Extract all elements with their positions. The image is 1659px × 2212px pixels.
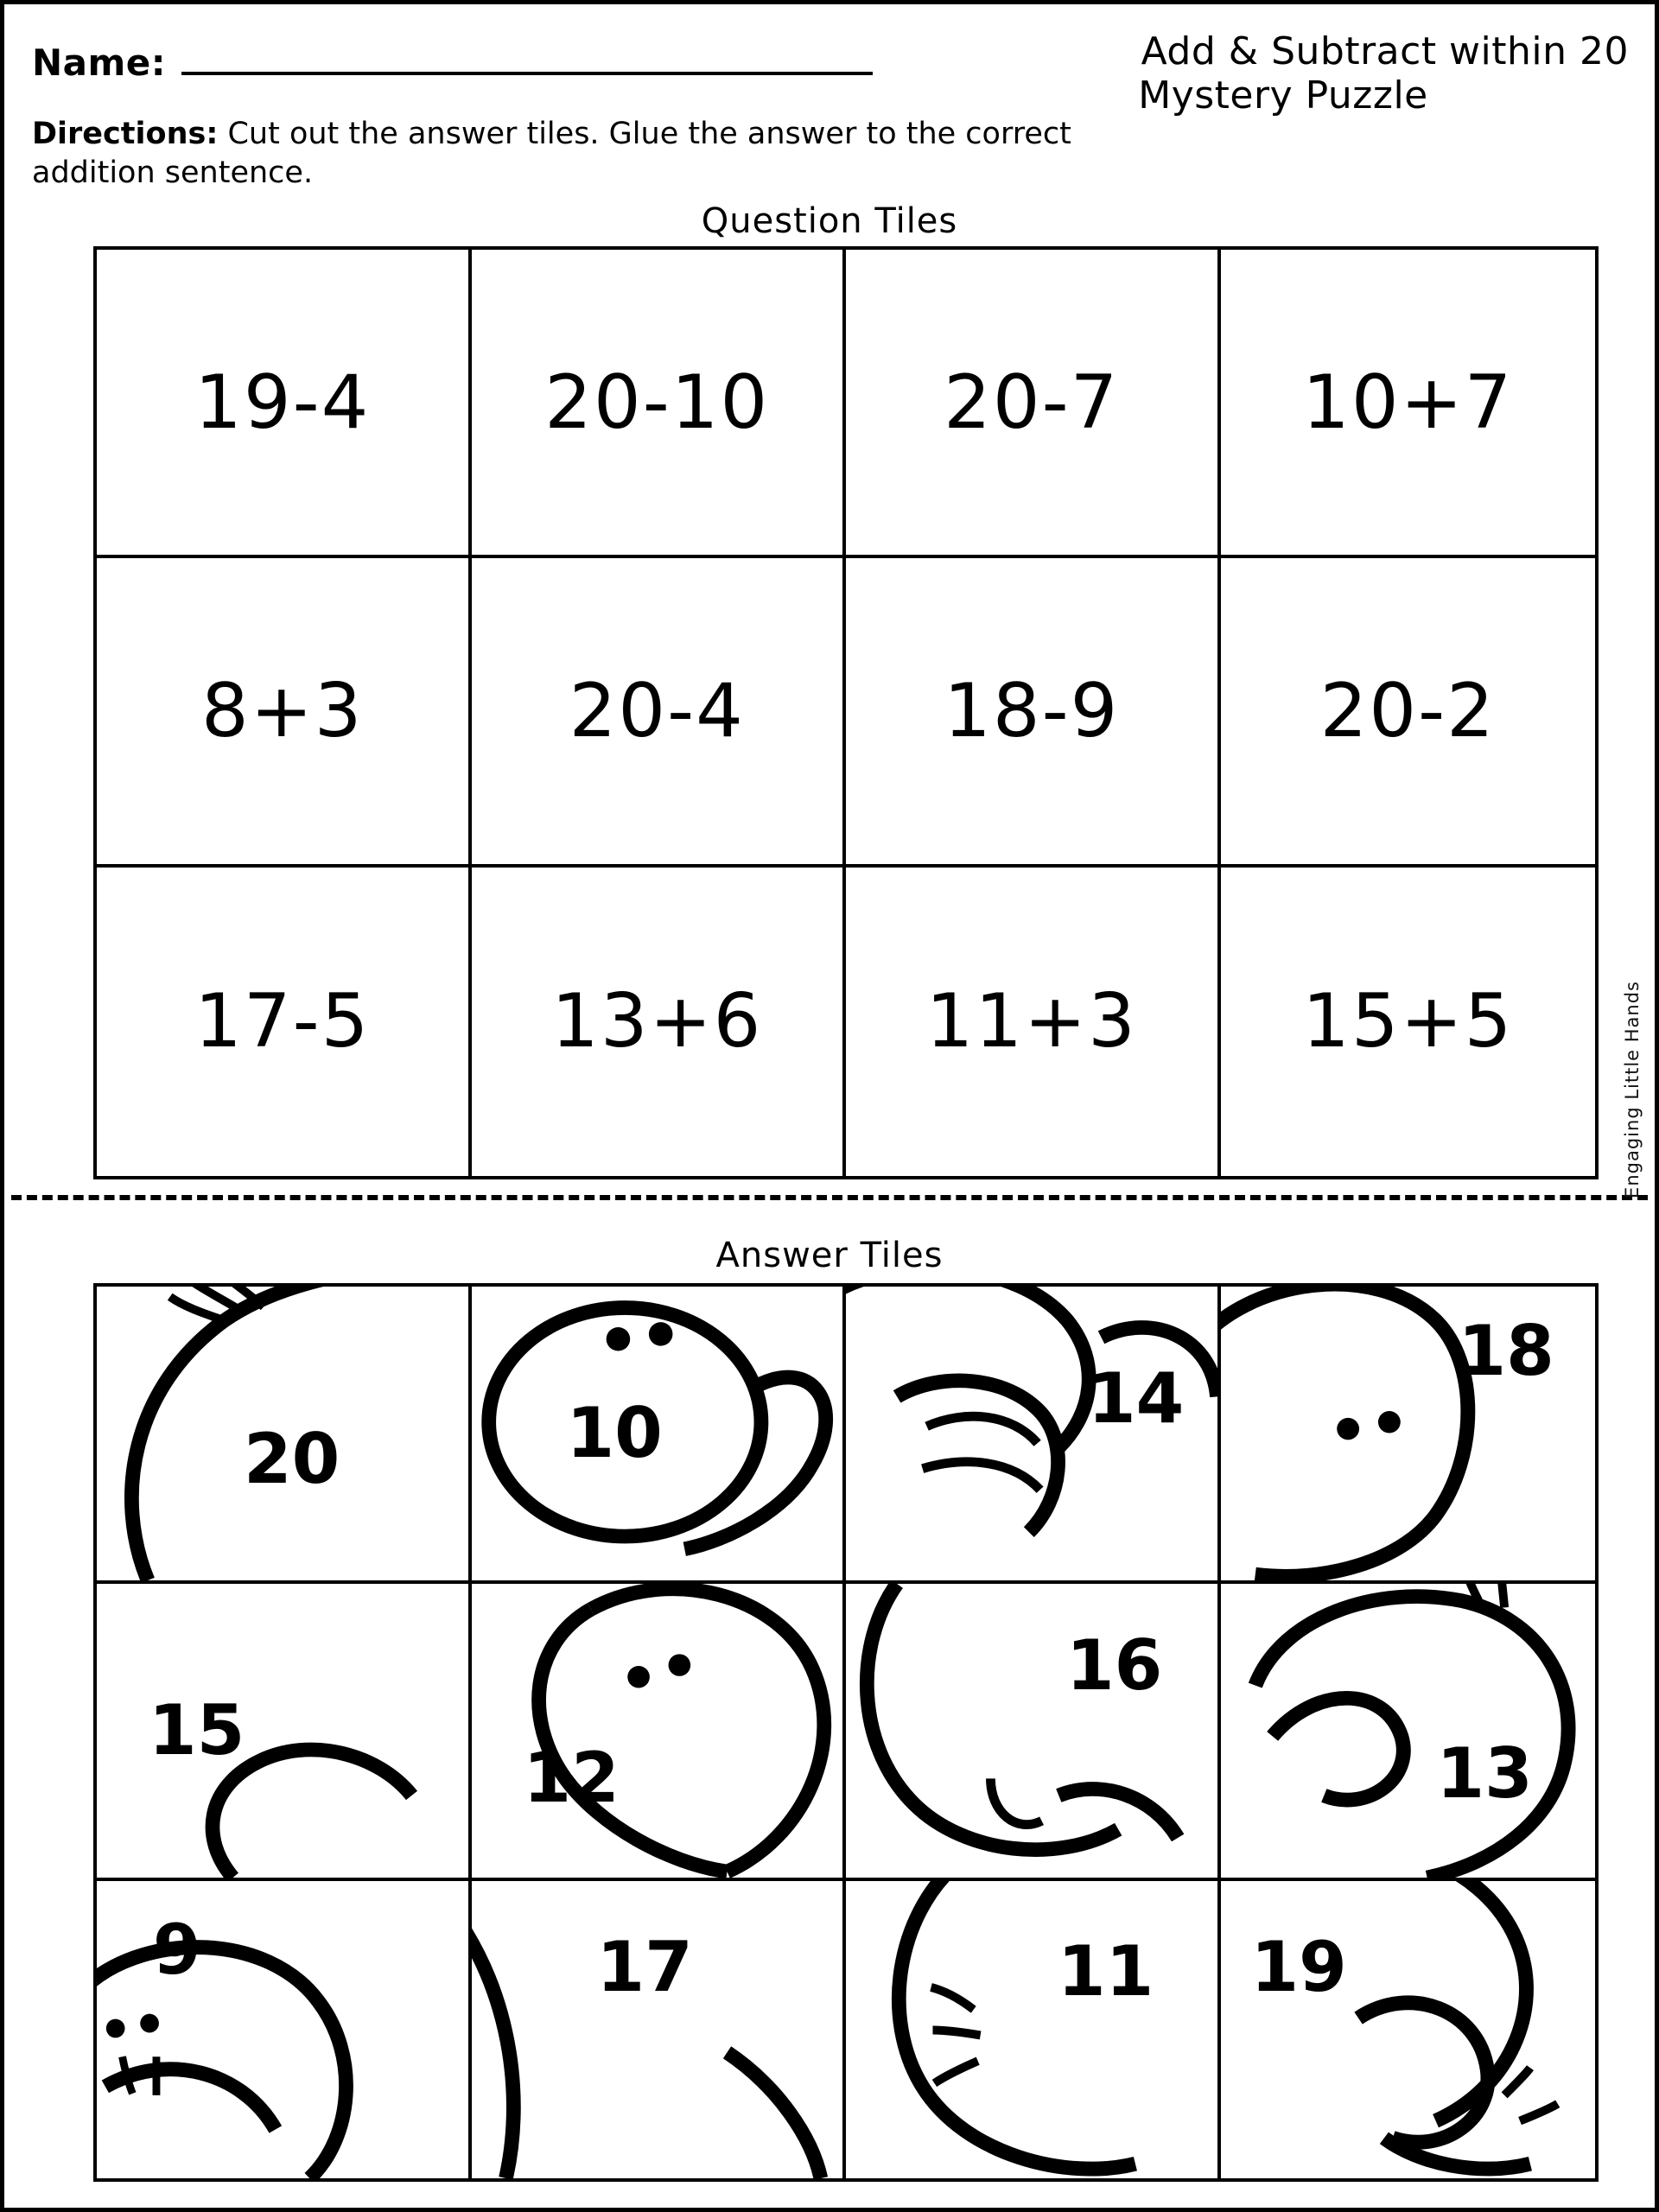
question-tile-text: 8+3 bbox=[201, 667, 364, 754]
question-tiles-label: Question Tiles bbox=[701, 201, 958, 241]
answer-tiles-label: Answer Tiles bbox=[715, 1236, 944, 1275]
answer-tile[interactable] bbox=[1221, 1584, 1596, 1881]
answer-tile[interactable] bbox=[472, 1881, 847, 2178]
question-tile-text: 15+5 bbox=[1302, 978, 1514, 1065]
answer-tile-number: 14 bbox=[1088, 1358, 1185, 1439]
answer-tile[interactable] bbox=[472, 1584, 847, 1881]
mystery-picture-fragment bbox=[1221, 1584, 1596, 1878]
question-tile[interactable] bbox=[97, 868, 472, 1176]
question-tile-text: 20-7 bbox=[944, 359, 1120, 446]
name-row bbox=[32, 37, 873, 84]
answer-tile-number: 10 bbox=[566, 1393, 663, 1473]
question-tile-text: 11+3 bbox=[925, 978, 1137, 1065]
directions-label: Directions: bbox=[32, 117, 219, 151]
question-tile[interactable] bbox=[472, 868, 847, 1176]
question-tile-text: 10+7 bbox=[1302, 359, 1514, 446]
answer-tile-number: 16 bbox=[1066, 1625, 1163, 1706]
answer-tile[interactable] bbox=[846, 1287, 1221, 1584]
answer-tile[interactable] bbox=[97, 1287, 472, 1584]
answer-tile[interactable] bbox=[846, 1584, 1221, 1881]
answer-tile[interactable] bbox=[97, 1881, 472, 2178]
answer-tiles-grid bbox=[93, 1283, 1599, 2182]
question-tile[interactable] bbox=[1221, 868, 1596, 1176]
question-tile[interactable] bbox=[1221, 558, 1596, 867]
question-tile-text: 20-4 bbox=[569, 667, 745, 754]
question-tile[interactable] bbox=[1221, 250, 1596, 558]
answer-tile-number: 9 bbox=[153, 1910, 201, 1990]
answer-tile-number: 20 bbox=[244, 1419, 340, 1499]
question-tile-text: 20-10 bbox=[544, 359, 770, 446]
question-tile-text: 20-2 bbox=[1319, 667, 1496, 754]
answer-tile[interactable] bbox=[1221, 1881, 1596, 2178]
question-tile[interactable] bbox=[846, 868, 1221, 1176]
answer-tile[interactable] bbox=[1221, 1287, 1596, 1584]
question-tile[interactable] bbox=[846, 250, 1221, 558]
question-tile[interactable] bbox=[472, 558, 847, 867]
answer-tile-number: 13 bbox=[1436, 1733, 1533, 1814]
mystery-picture-fragment bbox=[846, 1881, 1217, 2178]
answer-tile-number: 12 bbox=[523, 1738, 620, 1818]
question-tile[interactable] bbox=[472, 250, 847, 558]
answer-tile-number: 19 bbox=[1250, 1927, 1347, 2007]
title-line-1: Add & Subtract within 20 bbox=[1141, 29, 1629, 73]
title-line-2: Mystery Puzzle bbox=[1138, 73, 1428, 118]
answer-tile-number: 11 bbox=[1058, 1931, 1154, 2012]
directions-text: Cut out the answer tiles. Glue the answer to the correct addition sentence. bbox=[32, 117, 1071, 190]
question-tile[interactable] bbox=[846, 558, 1221, 867]
question-tile-text: 13+6 bbox=[551, 978, 763, 1065]
name-input-line[interactable] bbox=[181, 37, 873, 75]
answer-tile[interactable] bbox=[472, 1287, 847, 1584]
name-label: Name: bbox=[32, 41, 167, 84]
question-tile-text: 19-4 bbox=[194, 359, 371, 446]
directions-block bbox=[32, 115, 1173, 193]
question-tile-text: 18-9 bbox=[944, 667, 1120, 754]
answer-tile-number: 15 bbox=[149, 1690, 245, 1770]
question-tile[interactable] bbox=[97, 250, 472, 558]
answer-tile[interactable] bbox=[846, 1881, 1221, 2178]
worksheet-title bbox=[972, 30, 1629, 118]
mystery-picture-fragment bbox=[472, 1881, 843, 2178]
credit-watermark: Engaging Little Hands bbox=[1622, 981, 1643, 1198]
worksheet-header bbox=[4, 4, 1655, 220]
answer-tile-number: 18 bbox=[1458, 1311, 1554, 1391]
answer-tile[interactable] bbox=[97, 1584, 472, 1881]
mystery-picture-fragment bbox=[1221, 1881, 1596, 2178]
answer-tile-number: 17 bbox=[596, 1927, 693, 2007]
question-tile[interactable] bbox=[97, 558, 472, 867]
question-tiles-grid bbox=[93, 246, 1599, 1179]
mystery-picture-fragment bbox=[472, 1584, 843, 1878]
question-tile-text: 17-5 bbox=[194, 978, 371, 1065]
cut-line-divider bbox=[11, 1195, 1648, 1200]
